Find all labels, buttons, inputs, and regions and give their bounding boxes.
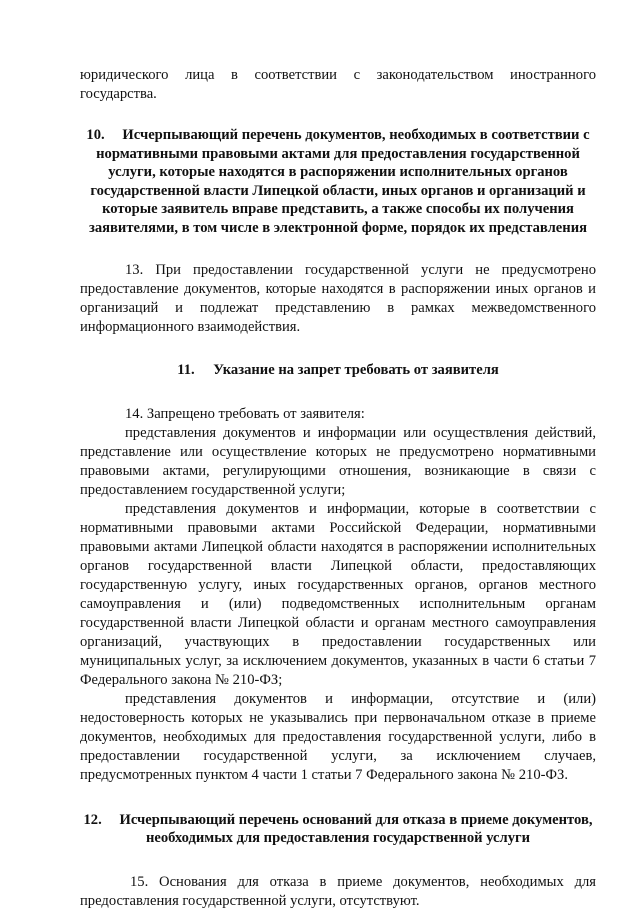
section-10-number: 10. — [86, 127, 105, 143]
section-12-title: Исчерпывающий перечень оснований для отказа в приеме документов, необходимых для предоставления государственной услуги — [119, 811, 593, 846]
section-12-number: 12. — [83, 811, 102, 828]
section-12-heading — [80, 811, 596, 848]
paragraph-14-item-2: представления документов и информации, которые в соответствии с нормативными правовыми актами Российской Федерации, нормативными правовыми актами Липецкой области находятся в распоряжении исполнительных органов государственной власти Липецкой области, предоставляющих государственную услугу, иных государственных органов, органов местного самоуправления и (или) подведомственных исполнительным органам государственной власти Липецкой области и органам местного самоуправления организаций, участвующих в предоставлении государственных или муниципальных услуг, за исключением документов, указанных в части 6 статьи 7 Федерального закона № 210-ФЗ; — [80, 500, 596, 688]
intro-paragraph: юридического лица в соответствии с законодательством иностранного государства. — [80, 67, 596, 102]
section-11-heading — [80, 361, 596, 380]
paragraph-13: 13. При предоставлении государственной услуги не предусмотрено предоставление документов, которые находятся в распоряжении иных органов и организаций и подлежат представлению в рамках межведомственного информационного взаимодействия. — [80, 262, 596, 335]
paragraph-14-item-1: представления документов и информации или осуществления действий, представление или осуществление которых не предусмотрено нормативными правовыми актами, регулирующими отношения, возникающие в связи с предоставлением государственной услуги; — [80, 424, 596, 498]
section-10-title: Исчерпывающий перечень документов, необходимых в соответствии с нормативными правовыми актами для предоставления государственной услуги, которые находятся в распоряжении исполнительных органов государственной власти Липецкой области, иных органов и организаций и которые заявитель вправе представить, а также способы их получения заявителями, в том числе в электронной форме, порядок их представления — [88, 127, 590, 236]
section-11-title: Указание на запрет требовать от заявителя — [213, 362, 499, 378]
section-11-number: 11. — [177, 362, 195, 378]
paragraph-15: 15. Основания для отказа в приеме документов, необходимых для предоставления государственной услуги, отсутствуют. — [80, 873, 596, 909]
paragraph-14-item-3: представления документов и информации, отсутствие и (или) недостоверность которых не указывались при первоначальном отказе в приеме документов, необходимых для предоставления государственной услуги, либо в предоставлении государственной услуги, за исключением случаев, предусмотренных пунктом 4 части 1 статьи 7 Федерального закона № 210-ФЗ. — [80, 690, 596, 783]
section-10-heading — [80, 126, 596, 237]
paragraph-14-lead: 14. Запрещено требовать от заявителя: — [125, 405, 365, 422]
